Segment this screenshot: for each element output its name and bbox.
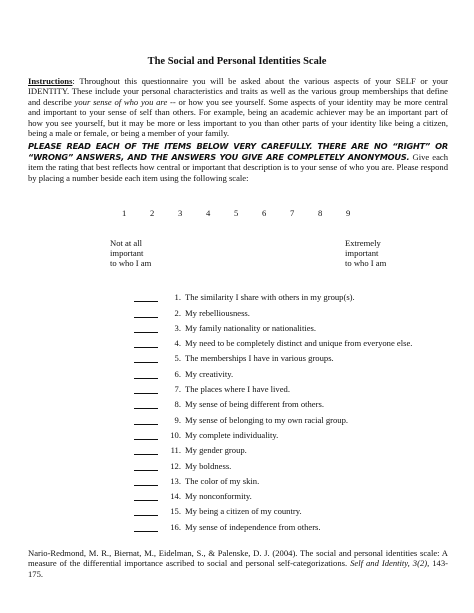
item-text: My boldness. [185, 460, 232, 471]
scale-point: 7 [290, 208, 295, 218]
item-list [134, 287, 454, 532]
item-number: 14. [170, 491, 181, 502]
page-title: The Social and Personal Identities Scale [147, 56, 327, 67]
item-number: 16. [170, 521, 181, 532]
item-text: My creativity. [185, 368, 234, 379]
item-text: The memberships I have in various groups. [185, 353, 334, 364]
item-number: 15. [170, 506, 181, 517]
list-item [134, 440, 454, 455]
directions-paragraph [28, 141, 448, 183]
list-item [134, 501, 454, 516]
anchor-line: to who I am [110, 258, 152, 269]
list-item [134, 409, 454, 424]
item-number: 3. [174, 322, 181, 333]
item-number: 11. [170, 445, 181, 456]
rating-blank[interactable] [134, 506, 158, 516]
list-item [134, 348, 454, 363]
scale-point: 9 [346, 208, 351, 218]
anchor-line: Extremely [345, 238, 381, 248]
scale-anchor-high [345, 238, 386, 269]
list-item [134, 455, 454, 470]
citation-italic: Self and Identity, 3(2), [350, 558, 430, 569]
instructions-colon: : [72, 76, 75, 86]
scale-point: 5 [234, 208, 239, 218]
rating-blank[interactable] [134, 369, 158, 379]
list-item [134, 471, 454, 486]
list-item [134, 379, 454, 394]
item-number: 6. [174, 368, 181, 379]
scale-anchor-low [110, 238, 151, 269]
instructions-italic: your sense of who you are [74, 96, 168, 107]
list-item [134, 486, 454, 501]
item-text: My sense of independence from others. [185, 521, 321, 532]
item-number: 13. [170, 475, 181, 486]
item-text: My sense of being different from others. [185, 399, 324, 410]
anchor-line: Not at all [110, 238, 142, 248]
rating-blank[interactable] [134, 522, 158, 532]
scale-point: 8 [318, 208, 323, 218]
item-text: The places where I have lived. [185, 384, 290, 395]
rating-blank[interactable] [134, 384, 158, 394]
instructions-label: Instructions [28, 76, 73, 86]
scale-point: 6 [262, 208, 267, 218]
item-number: 10. [170, 429, 181, 440]
item-text: My complete individuality. [185, 429, 279, 440]
item-number: 4. [174, 338, 181, 349]
rating-blank[interactable] [134, 353, 158, 363]
item-number: 8. [174, 399, 181, 410]
citation [28, 548, 448, 579]
list-item [134, 394, 454, 409]
item-text: My sense of belonging to my own racial group. [185, 414, 349, 425]
item-number: 1. [174, 292, 181, 303]
scale-point: 3 [178, 208, 183, 218]
scale-point: 2 [150, 208, 155, 218]
item-text: My nonconformity. [185, 491, 252, 502]
list-item [134, 425, 454, 440]
rating-blank[interactable] [134, 430, 158, 440]
item-number: 9. [174, 414, 181, 425]
rating-blank[interactable] [134, 308, 158, 318]
item-text: My rebelliousness. [185, 307, 250, 318]
item-text: My being a citizen of my country. [185, 506, 302, 517]
item-text: My gender group. [185, 445, 247, 456]
list-item [134, 363, 454, 378]
list-item [134, 287, 454, 302]
rating-scale [0, 208, 474, 220]
anchor-line: to who I am [345, 258, 387, 269]
list-item [134, 333, 454, 348]
item-number: 2. [174, 307, 181, 318]
anchor-line: important [345, 248, 379, 259]
item-number: 5. [174, 353, 181, 364]
instructions-text-1: Throughout this questionnaire you will be asked about the various aspects of your SELF or your IDENTITY. These include your personal characteristics and traits as well as the various group memberships that define and describe [28, 76, 448, 107]
item-text: My family nationality or nationalities. [185, 322, 317, 333]
list-item [134, 302, 454, 317]
list-item [134, 318, 454, 333]
rating-blank[interactable] [134, 338, 158, 348]
scale-point: 1 [122, 208, 127, 218]
instructions-text-2: -- or how you see yourself. Some aspects of your identity may be more central and important to your sense of self than others. For example, being an academic achiever may be an important part of how you see yourself, but it may be more or less important to you than other parts of your identity like being a citizen, being a male or female, or being a member of your family. [28, 96, 448, 139]
scale-point: 4 [206, 208, 211, 218]
rating-blank[interactable] [134, 323, 158, 333]
rating-blank[interactable] [134, 399, 158, 409]
rating-blank[interactable] [134, 445, 158, 455]
rating-blank[interactable] [134, 491, 158, 501]
item-text: The similarity I share with others in my group(s). [185, 292, 355, 303]
item-number: 12. [170, 460, 181, 471]
item-number: 7. [174, 384, 181, 395]
item-text: The color of my skin. [185, 475, 260, 486]
anchor-line: important [110, 248, 144, 259]
citation-text-2: 143-175. [28, 558, 448, 579]
rating-blank[interactable] [134, 461, 158, 471]
directions-text: Give each item the rating that best reflects how central or important that description is to your sense of who you are. Please respond by placing a number beside each item using the following scale: [28, 151, 448, 183]
list-item [134, 516, 454, 531]
citation-text-1: Nario-Redmond, M. R., Biernat, M., Eidelman, S., & Palenske, D. J. (2004). The social and personal identities scale: A measure of the differential importance ascribed to social and personal self-categorizations. [28, 548, 448, 569]
directions-caps: PLEASE READ EACH OF THE ITEMS BELOW VERY CAREFULLY. THERE ARE NO “RIGHT” OR “WRONG” ANSWERS, AND THE ANSWERS YOU GIVE ARE COMPLETELY ANONYMOUS. [28, 141, 448, 162]
rating-blank[interactable] [134, 415, 158, 425]
item-text: My need to be completely distinct and unique from everyone else. [185, 338, 413, 349]
rating-blank[interactable] [134, 476, 158, 486]
instructions-paragraph [28, 76, 448, 138]
rating-blank[interactable] [134, 292, 158, 302]
